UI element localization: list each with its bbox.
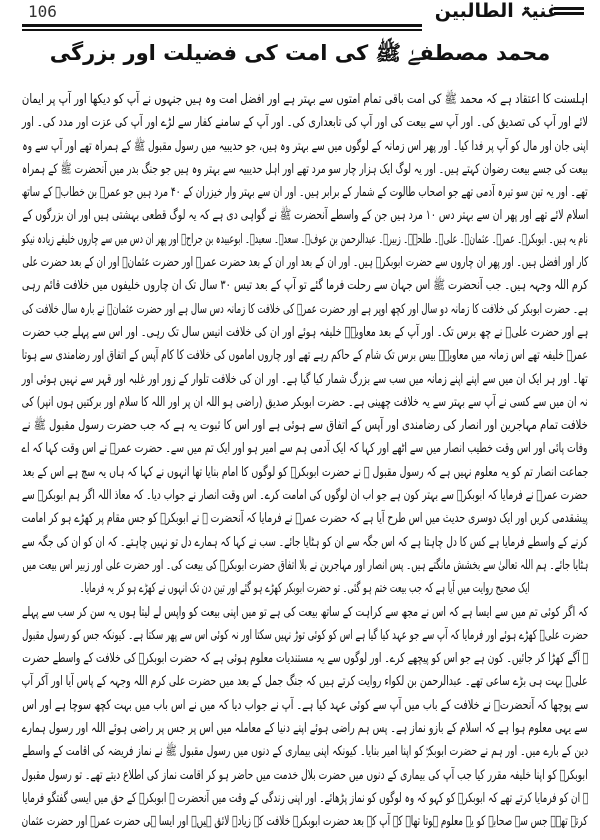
text-line-content: تھے۔ اور یہ تین سو تیرہ آدمی تھے جو اصحاب طالوت کے شمار کے برابر ہیں۔ اور ان سے بہتر وار خیزران کے ۴۰ مرد ہیں جو عمرؓ بن خطابؓ کے ساتھ [22,185,588,201]
text-line [22,228,588,251]
text-line [22,810,588,833]
text-line [22,577,588,600]
text-line [22,740,588,763]
text-line-content: ہے۔ حضرت ابوبکر کی خلافت کا زمانہ دو سال اور کچھ اوپر ہے اور حضرت عمرؓ کی خلافت کا زمانہ دس سال ہے اور حضرت عثمانؓ نے بارہ سال خلافت کی [22,301,588,317]
text-line [22,274,588,297]
text-line-content: ابوبکرؓ کو اپنا خلیفہ مقرر کیا جب آپ کی بیماری کے دنوں میں حضرت بلال خدمت میں حاضر ہو کر اقامت نماز کی اطلاع دیتے تھے۔ تو رسول مقبول [22,767,588,783]
text-line-content: کرم اللہ وجہہ ہیں۔ جب آنحضرت ﷺ اس جہان سے رحلت فرما گئے تو آپ کے بعد تیس ۳۰ سال تک ان چاروں خلیفوں میں خلافت قائم رہی [22,278,589,294]
text-line-content: خلافت تمام مہاجرین اور انصار کی رضامندی اور آپس کے اتفاق سے ہوئی ہے اور اس کا ثبوت یہ ہے کہ جب حضرت رسول مقبول ﷺ نے [22,418,588,434]
text-line [22,88,588,111]
text-line [22,554,588,577]
text-line [22,764,588,787]
text-line-content: کرتے تھے۔ جس سے صحابہ کو یہ معلوم ہوتا تھا۔ کہ آپ کے بعد حضرت ابوبکرؓ خلافت کے زیادہ لائق ہیں۔ اور ایسا ہی حضرت عمرؓ اور حضرت عثمان [22,814,588,830]
chapter-title: محمد مصطفےٰ ﷺ کی امت کی فضیلت اور بزرگی [49,41,551,65]
text-line-content: جماعت انصار تم کو یہ معلوم نہیں ہے کہ رسول مقبول ﷺ نے حضرت ابوبکرؓ کو لوگوں کا امام بنایا تھا انہوں نے کہا کہ ہاں یہ سچ ہے اس کے بعد [22,464,588,480]
text-line [22,670,588,693]
text-line [22,787,588,810]
text-line-content: ﷺ ان کو فرمایا کرتے تھے کہ ابوبکرؓ کو کہو کہ وہ لوگوں کو نماز پڑھائے۔ اور اپنی زندگی کے وقت میں آنحضرت ﷺ ابوبکرؓ کے حق میں ایسی گفتگو فرمایا [22,790,588,806]
text-line [22,694,588,717]
text-line-content: پیشقدمی کریں اور ایک دوسری حدیث میں اس طرح آیا ہے کہ حضرت عمرؓ نے فرمایا کہ آنحضرت ﷺ نے ابوبکرؓ کو جس مقام پر کھڑے ہو کر امامت [22,511,588,527]
text-line [22,344,588,367]
text-line-content: اہلسنت کا اعتقاد ہے کہ محمد ﷺ کی امت باقی تمام امتوں سے بہتر ہے اور افضل امت وہ ہیں جنہوں نے آپ کو دیکھا اور آپ پر ایمان [22,92,588,107]
text-line-content: علیؓ بہت ہی بڑے ساعی تھے۔ عبدالرحمن بن لکواء روایت کرتے ہیں کہ جنگ جمل کے بعد میں حضرت علی کرم اللہ وجہہ کے پاس آیا اور آکر آپ [22,674,588,690]
page-number: 106 [28,2,57,21]
text-line [22,251,588,274]
text-line [22,461,588,484]
text-line [22,624,588,647]
header-rule [22,29,422,31]
text-line [22,298,588,321]
text-line-content: حضرت عمرؓ نے فرمایا کہ ابوبکرؓ سے بہتر کون ہے جو اب ان لوگوں کی امامت کرے۔ اس وقت انصار نے جواب دیا۔ کہ معاذ اللہ اگر ہم ابوبکرؓ سے [22,488,588,504]
text-line [22,181,588,204]
text-line [22,484,588,507]
text-line-content: تھا۔ اور ہر ایک ان میں سے اپنے اپنے زمانہ میں سب سے بزرگ شمار کیا گیا ہے۔ اور ان کی خلافت تلوار کے زور اور غلبہ اور قہر سے نہیں ہوئی اور [22,371,588,387]
text-line-content: ہٹایا جائے۔ ہم اللہ تعالیٰ سے بخشش مانگتے ہیں۔ پس انصار اور مہاجرین نے بلا اتفاق حضرت ابوبکرؓ کی بیعت کی۔ اور حضرت علی اور زبیر اس بیعت میں [22,557,588,573]
text-line-content: عمرؓ خلیفہ تھے اس زمانہ میں معاویہؓ بیس برس تک شام کے حاکم رہے تھے اور چاروں اماموں کی خلافت کا کام آپس کے اتفاق اور رضامندی سے ہوتا [22,348,588,364]
text-line-content: سے یہی معلوم ہوا ہے کہ اسلام کے بازو نماز ہے۔ پس ہم راضی ہوئے اپنے دنیا کے معاملہ میں اس پر جس پر راضی ہوئے اللہ اور رسول ہمارے [22,721,588,737]
text-line-content: سے پوچھا کہ آنحضرتؐ نے خلافت کے باب میں آپ سے کوئی عہد کیا ہے۔ آپ نے جواب دیا کہ میں نے اس باب میں بہت کچھ سوچا ہے اور اس [22,697,588,713]
text-line [22,601,588,624]
page-body [22,88,588,834]
text-line [22,647,588,670]
text-line [22,204,588,227]
text-line-content: کار اور افضل ہیں۔ اور پھر ان چاروں سے حضرت ابوبکرؓ ہیں۔ اور ان کے بعد اور ان کے بعد حضرت عمرؓ اور حضرت عثمانؓ اور ان کے بعد حضرت علی [22,255,588,271]
header-rule [22,24,422,27]
text-line [22,158,588,181]
text-line-content: ایک صحیح روایت میں آیا ہے کہ جب بیعت ختم ہو گئی۔ تو حضرت ابوبکر کھڑے ہو گئے اور تین دن تک انہوں نے کھڑے ہو کر یہ فرمایا۔ [80,581,530,597]
text-line-content: دین کے بارے میں۔ اور ہم نے حضرت ابوبکرؓ کو اپنا امیر بنایا۔ کیونکہ اپنی بیماری کے دنوں میں رسول مقبول ﷺ نے نماز فریضہ کی اقامت کے واسطے [22,744,588,760]
text-line [22,368,588,391]
text-line-content: ﷺ آگے کھڑا کر جائیں۔ کون ہے جو اس کو پیچھے کرے۔ اور لوگوں سے یہ مستندیات معلوم ہوئی ہے کہ حضرت ابوبکرؓ کی خلافت کے واسطے حضرت [22,651,588,667]
text-line-content: حضرت علیؓ کھڑے ہوئے اور فرمایا کہ آپ سے جو عہد کیا گیا ہے اس کو کوئی توڑ نہیں سکتا اور نہ کوئی اس سے پھر سکتا ہے۔ کیونکہ جس کو رسول مقبول [22,627,588,643]
text-line-content: بیعت کی جسے بیعت رضوان کہتے ہیں۔ اور یہ لوگ ایک ہزار چار سو مرد تھے اور اہل حدیبیہ سے بہتر وہ ہیں جو جنگ بدر میں آنحضرت ﷺ کے ہمراہ [22,161,588,177]
text-line [22,531,588,554]
text-line-content: وفات پائی اور اس وقت خطیب انصار میں سے اٹھے اور کہا کہ ایک آدمی ہم سے امیر ہو اور ایک تم میں سے۔ حضرت عمرؓ نے اس وقت کہا کہ اے [22,441,588,457]
text-line-content: ہے اور حضرت علیؓ نے چھ برس تک۔ اور آپ کے بعد معاویہؓ خلیفہ ہوئے اور ان کی خلافت انیس سال تک رہی۔ اور اس سے پہلے جب حضرت [22,324,588,340]
text-line-content: نہ ان میں سے کسی نے آپ سے بہتر سے یہ خلافت چھینی ہے۔ حضرت ابوبکر صدیق (راضی ہو اللہ ان پر اور اللہ کا سلام اور برکتیں ہوں انپر) کی [22,394,588,410]
text-line-content: کرنے کے واسطے فرمایا ہے کس کا دل چاہتا ہے کہ اس جگہ سے ان کو ہٹایا جائے۔ سب نے کہا کہ ہمارے دل تو نہیں چاہتے۔ کہ ان کو ان کی جگہ سے [22,534,588,550]
text-line-content: اپنی جان اور مال کو آپ پر فدا کیا۔ اور پھر اس زمانہ کے لوگوں میں سے بہتر وہ ہیں، جو حدیبیہ میں رسول مقبول ﷺ کے ہمراہ تھے اور آپ سے وہ [22,138,588,154]
text-line-content: اسلام لائے تھے اور پھر ان سے بہتر دس ۱۰ مرد ہیں جن کے واسطے آنحضرت ﷺ نے گواہی دی ہے کہ یہ لوگ قطعی بہشتی ہیں اور ان بزرگوں کے [22,208,588,224]
book-title: غنیۃ الطالبین [434,0,560,22]
text-line-content: نام یہ ہیں۔ ابوبکرؓ۔ عمرؓ۔ عثمانؓ۔ علیؓ۔ طلحہؓ۔ زبیرؓ۔ عبدالرحمن بن عوفؓ۔ سعدؓ۔ سعیدؓ۔ ابوعبیدہ بن جراحؓ اور پھر ان دس میں سے چاروں خلیفے زیادہ نیکو [22,231,588,247]
text-line [22,321,588,344]
text-line [22,507,588,530]
text-line [22,717,588,740]
text-line [22,111,588,134]
text-line [22,437,588,460]
text-line [22,391,588,414]
text-line [22,135,588,158]
text-line-content: لائے اور آپ کی تصدیق کی۔ اور آپ سے بیعت کی اور آپ کی تابعداری کی۔ اور آپ کے سامنے کفار سے لڑے اور آپ کی عزت اور مدد کی۔ اور [22,115,588,131]
text-line [22,414,588,437]
text-line-content: کہ اگر کوئی تم میں سے ایسا ہے کہ اس نے مجھ سے کراہت کے ساتھ بیعت کی ہے تو میں اپنی بیعت کو واپس لے لیتا ہوں یہ سن کر سب سے پہلے [22,604,588,620]
